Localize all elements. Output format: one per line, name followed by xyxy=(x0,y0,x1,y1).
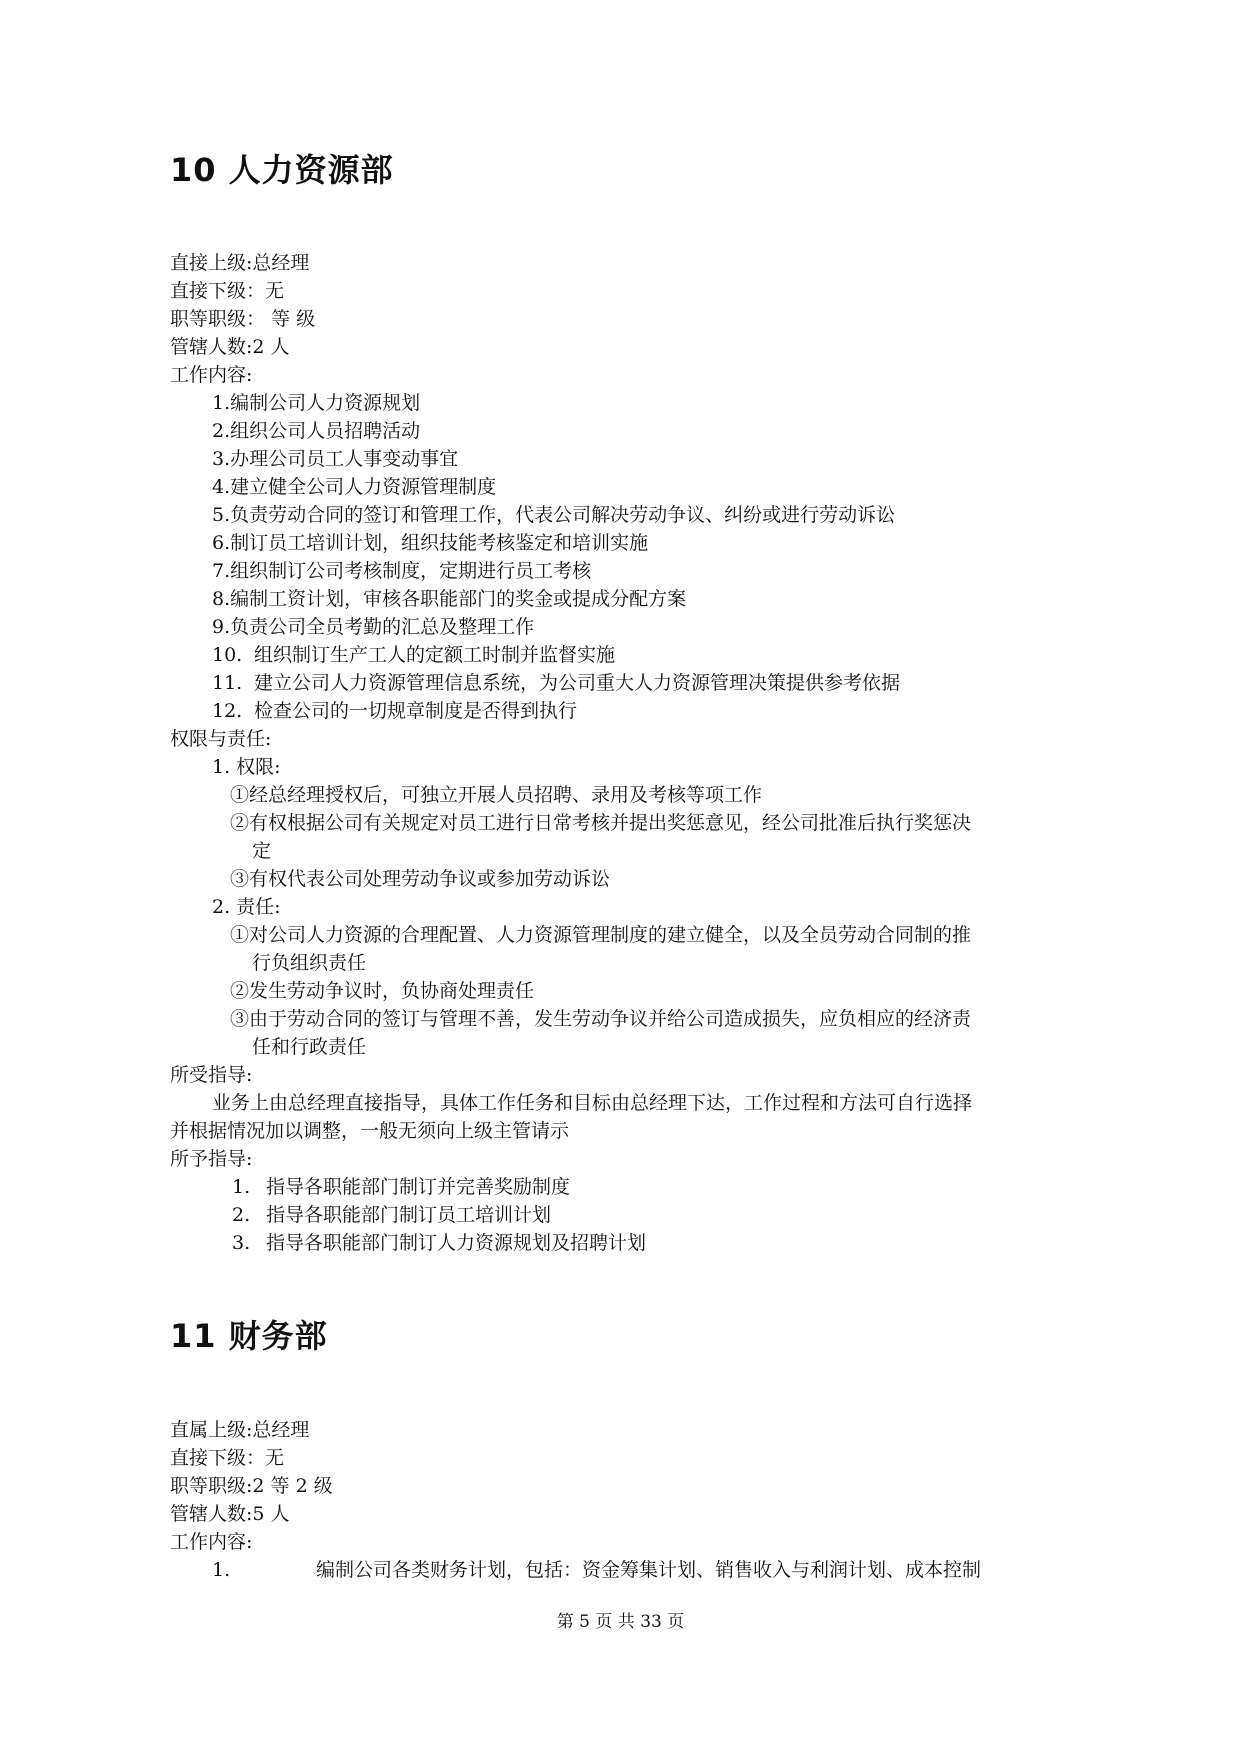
duty-item: ②发生劳动争议时，负协商处理责任 xyxy=(230,980,535,1002)
authority-item: ②有权根据公司有关规定对员工进行日常考核并提出奖惩意见，经公司批准后执行奖惩决 xyxy=(230,812,972,834)
work-item: 7.组织制订公司考核制度，定期进行员工考核 xyxy=(212,560,592,582)
duty-item-continued: 任和行政责任 xyxy=(252,1036,367,1058)
section-11-title: 11 财务部 xyxy=(170,1317,328,1355)
grade-level: 职等职级:2 等 2 级 xyxy=(170,1475,333,1497)
section-10-title: 10 人力资源部 xyxy=(170,151,394,189)
work-item: 5.负责劳动合同的签订和管理工作，代表公司解决劳动争议、纠纷或进行劳动诉讼 xyxy=(212,504,896,526)
work-item: 1.编制公司人力资源规划 xyxy=(212,392,421,414)
guidance-given-item: 2. 指导各职能部门制订员工培训计划 xyxy=(232,1204,552,1226)
direct-superior: 直接上级:总经理 xyxy=(170,252,310,274)
headcount: 管辖人数:2 人 xyxy=(170,336,290,358)
guidance-received-text-continued: 并根据情况加以调整，一般无须向上级主管请示 xyxy=(170,1120,570,1142)
work-item: 10. 组织制订生产工人的定额工时制并监督实施 xyxy=(212,644,616,666)
page-footer: 第 5 页 共 33 页 xyxy=(556,1612,685,1632)
work-item: 8.编制工资计划，审核各职能部门的奖金或提成分配方案 xyxy=(212,588,687,610)
direct-subordinate: 直接下级：无 xyxy=(170,280,285,302)
grade-level: 职等职级： 等 级 xyxy=(170,308,316,330)
work-item: 4.建立健全公司人力资源管理制度 xyxy=(212,476,497,498)
duty-item-continued: 行负组织责任 xyxy=(252,952,367,974)
work-item: 9.负责公司全员考勤的汇总及整理工作 xyxy=(212,616,535,638)
guidance-given-label: 所予指导: xyxy=(170,1148,253,1170)
work-item: 12. 检查公司的一切规章制度是否得到执行 xyxy=(212,700,578,722)
work-content-label: 工作内容: xyxy=(170,1531,253,1553)
duty-heading: 2. 责任: xyxy=(212,896,281,918)
guidance-given-item: 3. 指导各职能部门制订人力资源规划及招聘计划 xyxy=(232,1232,647,1254)
authority-item-continued: 定 xyxy=(252,840,272,862)
authority-label: 权限与责任: xyxy=(170,728,272,750)
direct-superior: 直属上级:总经理 xyxy=(170,1419,310,1441)
work-item: 1. 编制公司各类财务计划，包括：资金筹集计划、销售收入与利润计划、成本控制 xyxy=(212,1559,982,1581)
duty-item: ①对公司人力资源的合理配置、人力资源管理制度的建立健全，以及全员劳动合同制的推 xyxy=(230,924,972,946)
work-item: 2.组织公司人员招聘活动 xyxy=(212,420,421,442)
work-item: 11. 建立公司人力资源管理信息系统，为公司重大人力资源管理决策提供参考依据 xyxy=(212,672,901,694)
guidance-given-item: 1. 指导各职能部门制订并完善奖励制度 xyxy=(232,1176,571,1198)
work-content-label: 工作内容: xyxy=(170,364,253,386)
authority-heading: 1. 权限: xyxy=(212,756,281,778)
duty-item: ③由于劳动合同的签订与管理不善，发生劳动争议并给公司造成损失，应负相应的经济责 xyxy=(230,1008,972,1030)
authority-item: ①经总经理授权后，可独立开展人员招聘、录用及考核等项工作 xyxy=(230,784,763,806)
work-item: 6.制订员工培训计划，组织技能考核鉴定和培训实施 xyxy=(212,532,649,554)
headcount: 管辖人数:5 人 xyxy=(170,1503,290,1525)
guidance-received-label: 所受指导: xyxy=(170,1064,253,1086)
authority-item: ③有权代表公司处理劳动争议或参加劳动诉讼 xyxy=(230,868,611,890)
guidance-received-text: 业务上由总经理直接指导，具体工作任务和目标由总经理下达，工作过程和方法可自行选择 xyxy=(212,1092,973,1114)
direct-subordinate: 直接下级：无 xyxy=(170,1447,285,1469)
work-item: 3.办理公司员工人事变动事宜 xyxy=(212,448,459,470)
